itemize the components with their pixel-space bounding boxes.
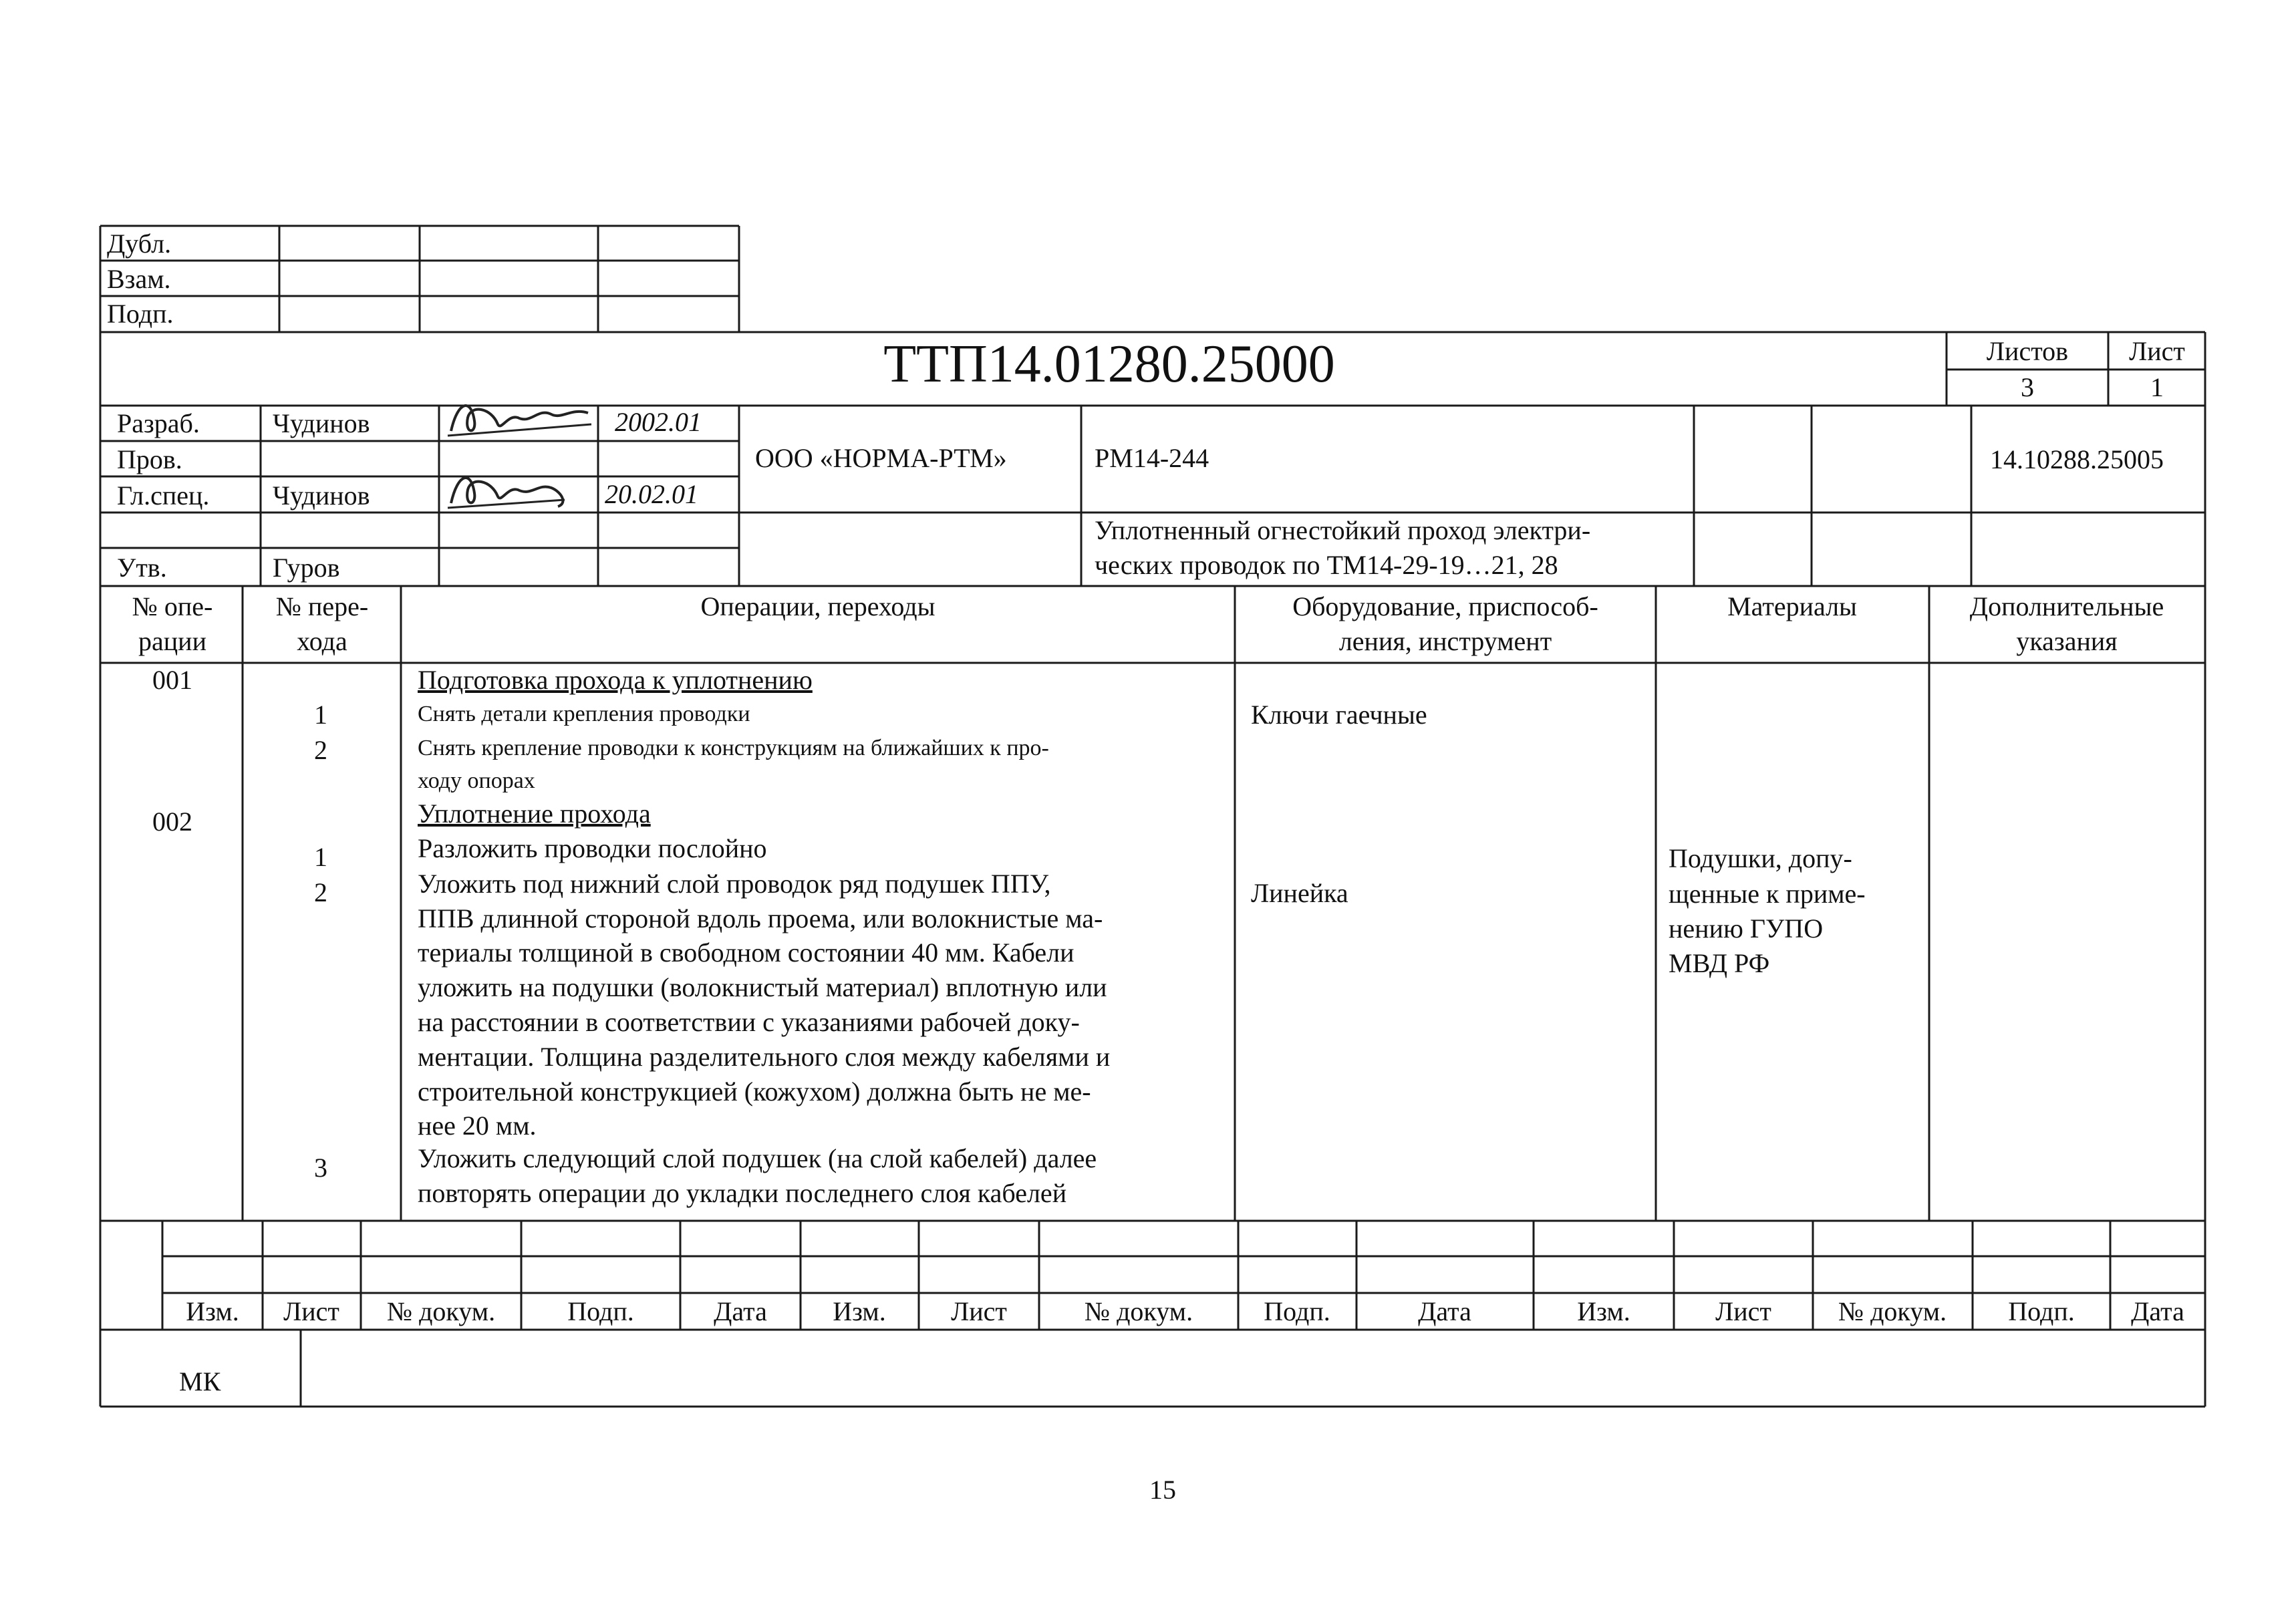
- section-heading: Уплотнение прохода: [418, 798, 651, 829]
- role-utv-name: Гуров: [273, 553, 340, 583]
- col-header-equip-2: ления, инструмент: [1338, 626, 1552, 656]
- changes-col-podp: Подп.: [567, 1296, 634, 1326]
- changes-col-list: Лист: [951, 1296, 1007, 1326]
- transition-number: 3: [314, 1153, 327, 1183]
- organization: ООО «НОРМА-РТМ»: [755, 443, 1007, 473]
- operation-line: Уложить под нижний слой проводок ряд подушек ППУ,: [418, 869, 1051, 899]
- materials-line: щенные к приме-: [1669, 879, 1866, 909]
- sheets-count: 3: [2021, 372, 2034, 402]
- section-heading: Подготовка прохода к уплотнению: [418, 665, 813, 695]
- footer-form-label: МК: [179, 1366, 221, 1397]
- col-header-operations: Операции, переходы: [700, 591, 936, 621]
- transition-number: 1: [314, 700, 327, 730]
- operation-line: Разложить проводки послойно: [418, 833, 767, 863]
- signature-razrab: [444, 394, 598, 444]
- role-glspec-name: Чудинов: [273, 480, 370, 511]
- changes-col-podp: Подп.: [2008, 1296, 2075, 1326]
- col-header-materials: Материалы: [1727, 591, 1857, 621]
- transition-number: 2: [314, 735, 327, 765]
- equipment-item: Ключи гаечные: [1251, 700, 1427, 730]
- changes-col-doc: № докум.: [1084, 1296, 1193, 1326]
- changes-col-izm: Изм.: [186, 1296, 239, 1326]
- operation-number: 002: [152, 807, 192, 837]
- document-code: ТТП14.01280.25000: [883, 335, 1335, 394]
- col-header-extra-1: Дополнительные: [1969, 591, 2164, 621]
- col-header-op-1: № опе-: [132, 591, 213, 621]
- operation-line: териалы толщиной в свободном состоянии 40 мм. Кабели: [418, 937, 1074, 968]
- changes-col-doc: № докум.: [386, 1296, 496, 1326]
- col-header-trans-2: хода: [297, 626, 347, 656]
- role-glspec-date: 20.02.01: [605, 479, 698, 509]
- sheet-number: 1: [2150, 372, 2164, 402]
- operation-line: уложить на подушки (волокнистый материал) вплотную или: [418, 972, 1107, 1002]
- materials-line: Подушки, допу-: [1669, 843, 1852, 873]
- changes-col-podp: Подп.: [1264, 1296, 1330, 1326]
- reference-code: 14.10288.25005: [1990, 444, 2164, 474]
- operation-line: ходу опорах: [418, 768, 535, 793]
- col-header-trans-1: № пере-: [275, 591, 369, 621]
- rm-code: РМ14-244: [1095, 443, 1209, 473]
- changes-col-doc: № докум.: [1838, 1296, 1947, 1326]
- materials-line: МВД РФ: [1669, 948, 1770, 978]
- operation-line: Снять крепление проводки к конструкциям на ближайших к про-: [418, 736, 1049, 760]
- document-title-line-1: Уплотненный огнестойкий проход электри-: [1095, 515, 1591, 545]
- stamp-vzam: Взам.: [107, 264, 171, 294]
- operation-line: ППВ длинной стороной вдоль проема, или волокнистые ма-: [418, 903, 1103, 933]
- materials-line: нению ГУПО: [1669, 913, 1824, 943]
- changes-col-list: Лист: [1715, 1296, 1771, 1326]
- role-razrab-date: 2002.01: [615, 407, 702, 437]
- equipment-item: Линейка: [1251, 878, 1348, 908]
- operation-line: Снять детали крепления проводки: [418, 702, 750, 726]
- changes-col-list: Лист: [283, 1296, 339, 1326]
- document-title-line-2: ческих проводок по ТМ14-29-19…21, 28: [1095, 550, 1558, 580]
- operation-line: нее 20 мм.: [418, 1111, 537, 1141]
- changes-col-date: Дата: [714, 1296, 767, 1326]
- operation-line: строительной конструкцией (кожухом) должна быть не ме-: [418, 1076, 1091, 1107]
- col-header-extra-2: указания: [2016, 626, 2118, 656]
- sheets-count-label: Листов: [1986, 336, 2069, 366]
- role-razrab-name: Чудинов: [273, 408, 370, 438]
- col-header-equip-1: Оборудование, приспособ-: [1292, 591, 1598, 621]
- changes-col-izm: Изм.: [1577, 1296, 1630, 1326]
- stamp-dubl: Дубл.: [107, 229, 172, 259]
- sheet-label: Лист: [2129, 336, 2185, 366]
- role-glspec: Гл.спец.: [117, 480, 210, 511]
- role-razrab: Разраб.: [117, 408, 200, 438]
- role-prov: Пров.: [117, 444, 182, 474]
- operation-line: повторять операции до укладки последнего слоя кабелей: [418, 1178, 1067, 1208]
- changes-col-date: Дата: [1418, 1296, 1471, 1326]
- operation-line: Уложить следующий слой подушек (на слой кабелей) далее: [418, 1143, 1097, 1173]
- changes-col-date: Дата: [2131, 1296, 2184, 1326]
- transition-number: 1: [314, 842, 327, 872]
- signature-glspec: [444, 466, 598, 517]
- page-number: 15: [1149, 1475, 1176, 1505]
- changes-col-izm: Изм.: [833, 1296, 886, 1326]
- operation-number: 001: [152, 665, 192, 695]
- operation-line: на расстоянии в соответствии с указаниями рабочей доку-: [418, 1007, 1080, 1037]
- operation-line: ментации. Толщина разделительного слоя между кабелями и: [418, 1042, 1111, 1072]
- stamp-podp: Подп.: [107, 299, 174, 329]
- transition-number: 2: [314, 877, 327, 907]
- col-header-op-2: рации: [138, 626, 206, 656]
- role-utv: Утв.: [117, 553, 167, 583]
